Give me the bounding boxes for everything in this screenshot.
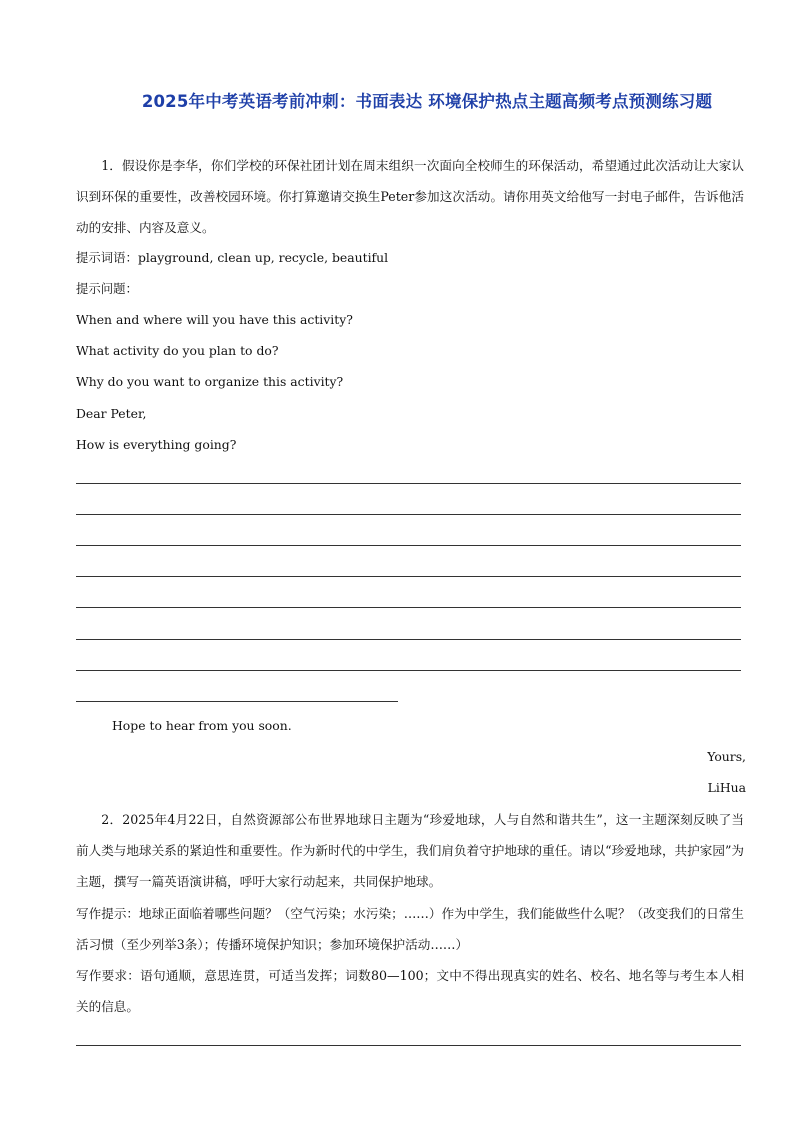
answer-line — [76, 607, 741, 608]
question-1-hint-words: 提示词语：playground, clean up, recycle, beautiful — [76, 250, 389, 265]
answer-line — [76, 670, 741, 671]
question-1-question: Why do you want to organize this activity? — [76, 374, 344, 389]
letter-salutation: Dear Peter, — [76, 406, 147, 421]
letter-sign-off: Yours, — [707, 749, 746, 764]
question-2-hints: 写作提示：地球正面临着哪些问题？（空气污染；水污染；……）作为中学生，我们能做些什么呢？（改变我们的日常生活习惯（至少列举3条）；传播环境保护知识；参加环境保护活动……） — [76, 906, 744, 952]
letter-signature: LiHua — [707, 780, 746, 795]
answer-line — [76, 545, 741, 546]
question-1-prompt: 1．假设你是李华，你们学校的环保社团计划在周末组织一次面向全校师生的环保活动，希望通过此次活动让大家认识到环保的重要性，改善校园环境。你打算邀请交换生Peter参加这次活动。请你用英文给他写一封电子邮件，告诉他活动的安排、内容及意义。 — [76, 158, 744, 235]
question-2-prompt: 2．2025年4月22日，自然资源部公布世界地球日主题为“珍爱地球，人与自然和谐共生”，这一主题深刻反映了当前人类与地球关系的紧迫性和重要性。作为新时代的中学生，我们肩负着守护地球的重任。请以“珍爱地球，共护家园”为主题，撰写一篇英语演讲稿，呼吁大家行动起来，共同保护地球。 — [76, 812, 744, 889]
answer-line — [76, 576, 741, 577]
answer-line — [76, 514, 741, 515]
answer-line — [76, 701, 398, 702]
letter-closing: Hope to hear from you soon. — [112, 718, 292, 733]
question-2-requirements: 写作要求：语句通顺，意思连贯，可适当发挥；词数80—100；文中不得出现真实的姓名、校名、地名等与考生本人相关的信息。 — [76, 968, 744, 1014]
answer-line — [76, 483, 741, 484]
answer-line — [76, 639, 741, 640]
question-1-hint-questions-label: 提示问题： — [76, 281, 138, 296]
answer-line — [76, 1045, 741, 1046]
question-1-question: What activity do you plan to do? — [76, 343, 279, 358]
letter-opening: How is everything going? — [76, 437, 237, 452]
page-title: 2025年中考英语考前冲刺：书面表达 环境保护热点主题高频考点预测练习题 — [141, 92, 713, 111]
question-1-question: When and where will you have this activity? — [76, 312, 353, 327]
